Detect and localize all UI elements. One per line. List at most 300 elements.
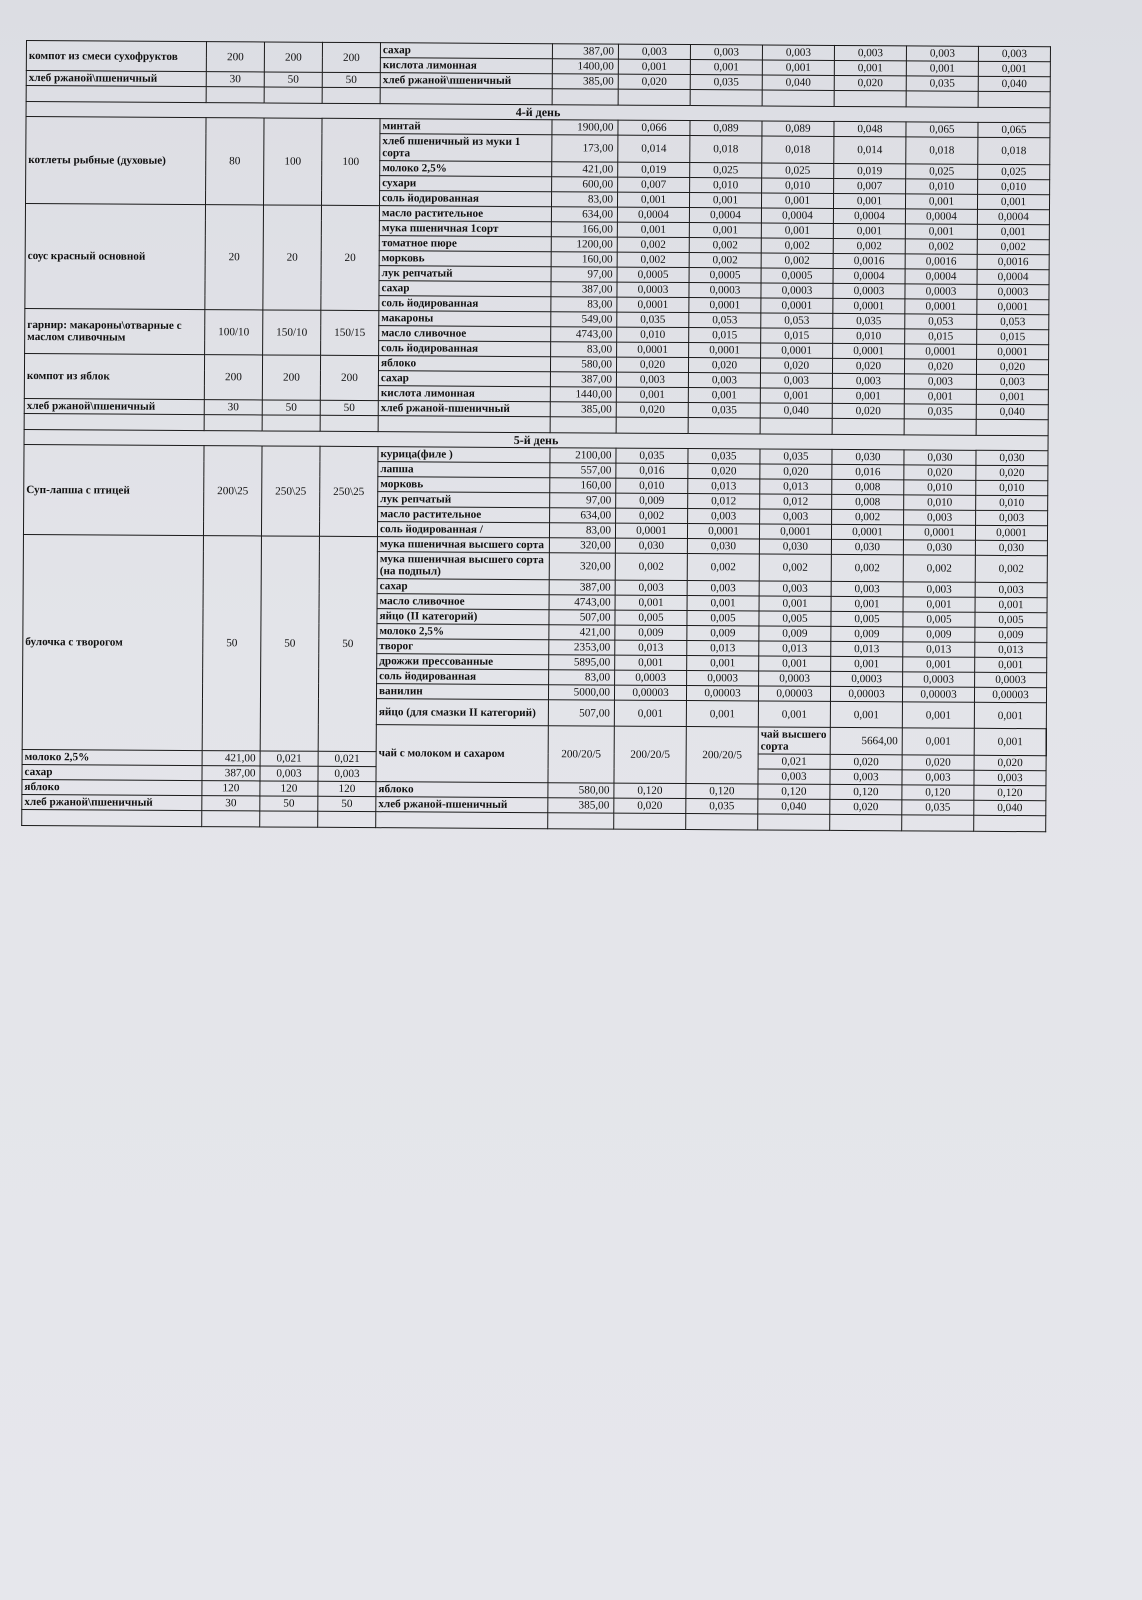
- quantity-cell: 0,021: [318, 751, 376, 766]
- quantity-cell: 0,018: [690, 136, 762, 163]
- portion-weight: 200/20/5: [614, 726, 686, 783]
- ingredient-price: 580,00: [550, 357, 616, 372]
- portion-weight: 200: [264, 42, 322, 72]
- quantity-cell: 0,0004: [833, 268, 905, 283]
- quantity-cell: 0,0003: [903, 672, 975, 687]
- portion-weight: 20: [205, 205, 264, 310]
- empty-cell: [688, 418, 760, 434]
- quantity-cell: 0,007: [618, 177, 690, 192]
- quantity-cell: 0,003: [318, 766, 376, 781]
- quantity-cell: 0,001: [759, 596, 831, 611]
- ingredient-price: 634,00: [551, 207, 617, 222]
- portion-weight: 30: [204, 400, 262, 415]
- ingredient-price: 634,00: [550, 508, 616, 523]
- ingredients-table: [21, 40, 1051, 832]
- quantity-cell: 0,005: [687, 611, 759, 626]
- quantity-cell: 0,013: [687, 641, 759, 656]
- ingredient-name: яйцо (II категорий): [377, 609, 549, 625]
- quantity-cell: 0,0001: [761, 298, 833, 313]
- empty-cell: [616, 417, 688, 433]
- quantity-cell: 0,0004: [617, 207, 689, 222]
- quantity-cell: 0,001: [762, 60, 834, 75]
- quantity-cell: 0,001: [831, 596, 903, 611]
- quantity-cell: 0,001: [975, 657, 1047, 672]
- quantity-cell: 0,001: [834, 60, 906, 75]
- quantity-cell: 0,040: [760, 403, 832, 418]
- quantity-cell: 0,013: [688, 479, 760, 494]
- quantity-cell: 0,009: [975, 627, 1047, 642]
- quantity-cell: 0,001: [978, 61, 1050, 76]
- quantity-cell: 0,020: [616, 357, 688, 372]
- empty-cell: [376, 812, 548, 829]
- quantity-cell: 0,0003: [905, 284, 977, 299]
- quantity-cell: 0,003: [830, 769, 902, 784]
- ingredient-name: морковь: [378, 477, 550, 493]
- quantity-cell: 0,010: [906, 179, 978, 194]
- ingredient-price: 83,00: [551, 192, 617, 207]
- quantity-cell: 0,0003: [831, 671, 903, 686]
- ingredient-price: 387,00: [549, 580, 615, 595]
- quantity-cell: 0,001: [689, 223, 761, 238]
- dish-name: хлеб ржаной\пшеничный: [24, 398, 204, 414]
- ingredient-price: 387,00: [552, 44, 618, 59]
- quantity-cell: 0,0004: [761, 208, 833, 223]
- portion-weight: 30: [206, 72, 264, 87]
- quantity-cell: 0,035: [902, 800, 974, 815]
- quantity-cell: 0,013: [615, 640, 687, 655]
- ingredient-name: хлеб ржаной-пшеничный: [376, 797, 548, 813]
- quantity-cell: 0,0005: [689, 268, 761, 283]
- portion-weight: 250\25: [261, 446, 320, 536]
- empty-cell: [380, 88, 552, 105]
- empty-cell: [832, 418, 904, 434]
- ingredient-name: дрожжи прессованные: [377, 654, 549, 670]
- portion-weight: 50: [262, 400, 320, 415]
- quantity-cell: 0,003: [758, 769, 830, 784]
- ingredient-price: 421,00: [202, 751, 260, 766]
- quantity-cell: 0,001: [615, 655, 687, 670]
- ingredient-name: лук репчатый: [378, 492, 550, 508]
- quantity-cell: 0,035: [688, 449, 760, 464]
- quantity-cell: 0,003: [759, 581, 831, 596]
- ingredient-name: лапша: [378, 462, 550, 478]
- empty-cell: [550, 417, 616, 433]
- quantity-cell: 0,065: [906, 122, 978, 137]
- quantity-cell: 0,020: [834, 75, 906, 90]
- ingredient-price: 2100,00: [550, 448, 616, 463]
- quantity-cell: 0,066: [618, 120, 690, 135]
- quantity-cell: 0,021: [758, 754, 830, 769]
- quantity-cell: 0,018: [762, 136, 834, 163]
- quantity-cell: 0,0003: [617, 282, 689, 297]
- quantity-cell: 0,015: [761, 328, 833, 343]
- quantity-cell: 0,016: [832, 464, 904, 479]
- portion-weight: 200\25: [203, 446, 262, 536]
- empty-cell: [24, 413, 204, 430]
- quantity-cell: 0,009: [903, 627, 975, 642]
- ingredient-price: 160,00: [550, 478, 616, 493]
- quantity-cell: 0,002: [761, 238, 833, 253]
- ingredient-price: 4743,00: [549, 595, 615, 610]
- day-header: 4-й день: [26, 102, 1050, 123]
- quantity-cell: 0,048: [834, 121, 906, 136]
- portion-weight: 200: [206, 42, 264, 72]
- ingredient-name: масло сливочное: [377, 594, 549, 610]
- quantity-cell: 0,010: [617, 327, 689, 342]
- quantity-cell: 0,0003: [975, 672, 1047, 687]
- quantity-cell: 0,002: [617, 237, 689, 252]
- quantity-cell: 0,001: [903, 657, 975, 672]
- ingredient-price: 83,00: [549, 523, 615, 538]
- quantity-cell: 0,035: [686, 799, 758, 814]
- quantity-cell: 0,002: [832, 509, 904, 524]
- ingredient-name: масло растительное: [378, 507, 550, 523]
- quantity-cell: 0,0016: [977, 254, 1049, 269]
- quantity-cell: 0,035: [616, 448, 688, 463]
- quantity-cell: 0,0004: [833, 208, 905, 223]
- ingredient-name: сахар: [377, 579, 549, 595]
- empty-cell: [264, 87, 322, 103]
- ingredient-price: 507,00: [549, 610, 615, 625]
- quantity-cell: 0,030: [759, 539, 831, 554]
- day-header: 5-й день: [24, 429, 1048, 450]
- quantity-cell: 0,001: [759, 656, 831, 671]
- ingredient-name: томатное пюре: [379, 236, 551, 252]
- ingredient-name: молоко 2,5%: [380, 161, 552, 177]
- quantity-cell: 0,001: [618, 59, 690, 74]
- quantity-cell: 0,015: [977, 329, 1049, 344]
- portion-weight: 100: [321, 118, 380, 205]
- empty-cell: [906, 91, 978, 107]
- portion-weight: 200: [262, 355, 320, 400]
- quantity-cell: 0,003: [903, 582, 975, 597]
- quantity-cell: 0,001: [906, 61, 978, 76]
- portion-weight: 120: [318, 781, 376, 796]
- quantity-cell: 0,003: [978, 46, 1050, 61]
- quantity-cell: 0,001: [687, 596, 759, 611]
- quantity-cell: 0,053: [905, 314, 977, 329]
- ingredient-name: сахар: [380, 43, 552, 59]
- ingredient-price: 1900,00: [552, 120, 618, 135]
- quantity-cell: 0,030: [975, 540, 1047, 555]
- quantity-cell: 0,0004: [977, 209, 1049, 224]
- quantity-cell: 0,010: [978, 179, 1050, 194]
- empty-cell: [320, 415, 378, 431]
- quantity-cell: 0,0016: [905, 254, 977, 269]
- quantity-cell: 0,010: [976, 480, 1048, 495]
- quantity-cell: 0,018: [978, 137, 1050, 164]
- dish-name: компот из яблок: [24, 353, 204, 399]
- quantity-cell: 0,020: [688, 358, 760, 373]
- quantity-cell: 0,0001: [977, 299, 1049, 314]
- empty-cell: [548, 813, 614, 829]
- quantity-cell: 0,001: [833, 223, 905, 238]
- quantity-cell: 0,003: [762, 45, 834, 60]
- ingredient-price: 385,00: [552, 74, 618, 89]
- quantity-cell: 0,0001: [759, 524, 831, 539]
- quantity-cell: 0,020: [616, 402, 688, 417]
- empty-cell: [834, 90, 906, 106]
- ingredient-name: яблоко: [376, 782, 548, 798]
- quantity-cell: 0,120: [902, 785, 974, 800]
- quantity-cell: 0,089: [690, 121, 762, 136]
- quantity-cell: 0,003: [904, 374, 976, 389]
- empty-cell: [830, 814, 902, 830]
- quantity-cell: 0,005: [759, 611, 831, 626]
- portion-weight: 20: [263, 205, 322, 310]
- quantity-cell: 0,040: [758, 799, 830, 814]
- quantity-cell: 0,001: [902, 702, 974, 728]
- quantity-cell: 0,0003: [615, 670, 687, 685]
- ingredient-name: хлеб ржаной\пшеничный: [380, 73, 552, 89]
- ingredient-price: 97,00: [551, 267, 617, 282]
- portion-weight: 50: [202, 536, 261, 751]
- quantity-cell: 0,0005: [761, 268, 833, 283]
- ingredient-name: макароны: [379, 311, 551, 327]
- ingredient-name: соль йодированная /: [377, 522, 549, 538]
- quantity-cell: 0,014: [834, 136, 906, 163]
- ingredient-price: 166,00: [551, 222, 617, 237]
- quantity-cell: 0,020: [688, 464, 760, 479]
- quantity-cell: 0,001: [831, 656, 903, 671]
- quantity-cell: 0,003: [688, 373, 760, 388]
- empty-cell: [26, 86, 206, 103]
- quantity-cell: 0,010: [904, 495, 976, 510]
- quantity-cell: 0,030: [831, 539, 903, 554]
- quantity-cell: 0,001: [832, 388, 904, 403]
- quantity-cell: 0,003: [975, 582, 1047, 597]
- quantity-cell: 0,0001: [977, 344, 1049, 359]
- portion-weight: 100: [263, 118, 322, 205]
- quantity-cell: 0,003: [831, 581, 903, 596]
- quantity-cell: 0,030: [832, 449, 904, 464]
- quantity-cell: 0,005: [903, 612, 975, 627]
- quantity-cell: 0,010: [690, 178, 762, 193]
- quantity-cell: 0,120: [830, 784, 902, 799]
- quantity-cell: 0,0004: [905, 209, 977, 224]
- quantity-cell: 0,025: [978, 164, 1050, 179]
- portion-weight: 120: [202, 781, 260, 796]
- quantity-cell: 0,001: [975, 597, 1047, 612]
- quantity-cell: 0,001: [904, 389, 976, 404]
- ingredient-price: 385,00: [548, 798, 614, 813]
- portion-weight: 200: [322, 42, 380, 72]
- quantity-cell: 0,020: [614, 798, 686, 813]
- quantity-cell: 0,0004: [905, 269, 977, 284]
- quantity-cell: 0,005: [975, 612, 1047, 627]
- quantity-cell: 0,014: [618, 135, 690, 162]
- portion-weight: 50: [264, 72, 322, 87]
- ingredient-price: 549,00: [551, 312, 617, 327]
- quantity-cell: 0,020: [618, 74, 690, 89]
- ingredient-price: 320,00: [549, 553, 615, 580]
- quantity-cell: 0,003: [688, 509, 760, 524]
- quantity-cell: 0,001: [905, 194, 977, 209]
- quantity-cell: 0,012: [760, 494, 832, 509]
- quantity-cell: 0,003: [687, 581, 759, 596]
- quantity-cell: 0,0001: [689, 298, 761, 313]
- ingredient-name: молоко 2,5%: [22, 749, 202, 765]
- portion-weight: 50: [322, 72, 380, 87]
- quantity-cell: 0,013: [760, 479, 832, 494]
- portion-weight: 150/10: [263, 310, 321, 355]
- quantity-cell: 0,001: [903, 597, 975, 612]
- quantity-cell: 0,009: [616, 493, 688, 508]
- quantity-cell: 0,002: [615, 553, 687, 580]
- ingredient-name: хлеб пшеничный из муки 1 сорта: [380, 134, 552, 162]
- quantity-cell: 0,010: [616, 478, 688, 493]
- empty-cell: [260, 811, 318, 827]
- quantity-cell: 0,001: [758, 701, 830, 727]
- ingredient-price: 173,00: [552, 135, 618, 162]
- empty-cell: [378, 416, 550, 433]
- quantity-cell: 0,120: [974, 785, 1046, 800]
- quantity-cell: 0,002: [903, 555, 975, 582]
- ingredient-price: 421,00: [552, 162, 618, 177]
- quantity-cell: 0,013: [903, 642, 975, 657]
- portion-weight: 100/10: [205, 310, 263, 355]
- quantity-cell: 0,003: [904, 510, 976, 525]
- ingredient-price: 83,00: [551, 342, 617, 357]
- quantity-cell: 0,001: [976, 389, 1048, 404]
- portion-weight: 200: [320, 355, 378, 400]
- quantity-cell: 0,002: [617, 252, 689, 267]
- quantity-cell: 0,013: [831, 641, 903, 656]
- quantity-cell: 0,002: [831, 554, 903, 581]
- dish-name: соус красный основной: [25, 204, 206, 310]
- quantity-cell: 0,013: [975, 642, 1047, 657]
- portion-weight: 50: [318, 536, 377, 751]
- portion-weight: 50: [318, 796, 376, 811]
- portion-weight: 200: [204, 355, 262, 400]
- empty-cell: [206, 87, 264, 103]
- empty-cell: [690, 90, 762, 106]
- quantity-cell: 0,030: [976, 450, 1048, 465]
- quantity-cell: 0,018: [906, 137, 978, 164]
- quantity-cell: 0,003: [618, 44, 690, 59]
- dish-name: чай с молоком и сахаром: [376, 725, 548, 783]
- dish-name: булочка с творогом: [22, 534, 203, 750]
- quantity-cell: 0,025: [906, 164, 978, 179]
- quantity-cell: 0,00003: [614, 685, 686, 700]
- ingredient-price: 160,00: [551, 252, 617, 267]
- ingredient-name: мука пшеничная 1сорт: [379, 221, 551, 237]
- quantity-cell: 0,001: [616, 387, 688, 402]
- quantity-cell: 0,001: [690, 60, 762, 75]
- ingredient-name: морковь: [379, 251, 551, 267]
- quantity-cell: 0,0016: [833, 253, 905, 268]
- quantity-cell: 0,0003: [833, 283, 905, 298]
- ingredient-price: 557,00: [550, 463, 616, 478]
- quantity-cell: 0,053: [761, 313, 833, 328]
- ingredient-price: 2353,00: [549, 640, 615, 655]
- empty-cell: [760, 418, 832, 434]
- ingredient-name: сахар: [22, 764, 202, 780]
- quantity-cell: 0,001: [617, 222, 689, 237]
- quantity-cell: 0,002: [975, 555, 1047, 582]
- portion-weight: 50: [320, 400, 378, 415]
- quantity-cell: 0,030: [615, 538, 687, 553]
- empty-cell: [762, 90, 834, 106]
- quantity-cell: 0,030: [904, 450, 976, 465]
- quantity-cell: 0,009: [759, 626, 831, 641]
- quantity-cell: 0,001: [689, 193, 761, 208]
- quantity-cell: 0,003: [976, 374, 1048, 389]
- quantity-cell: 0,035: [833, 313, 905, 328]
- quantity-cell: 0,020: [976, 359, 1048, 374]
- ingredient-name: молоко 2,5%: [377, 624, 549, 640]
- empty-cell: [686, 814, 758, 830]
- quantity-cell: 0,001: [902, 728, 974, 755]
- quantity-cell: 0,00003: [974, 687, 1046, 702]
- ingredient-name: лук репчатый: [379, 266, 551, 282]
- ingredient-name: соль йодированная: [379, 296, 551, 312]
- ingredient-name: сухари: [380, 176, 552, 192]
- quantity-cell: 0,021: [260, 751, 318, 766]
- empty-cell: [614, 813, 686, 829]
- quantity-cell: 0,001: [686, 701, 758, 727]
- quantity-cell: 0,0004: [689, 208, 761, 223]
- quantity-cell: 0,019: [834, 163, 906, 178]
- quantity-cell: 0,008: [832, 479, 904, 494]
- quantity-cell: 0,005: [831, 611, 903, 626]
- quantity-cell: 0,010: [904, 480, 976, 495]
- quantity-cell: 0,0003: [689, 283, 761, 298]
- dish-name: яблоко: [22, 779, 202, 795]
- portion-weight: 50: [260, 796, 318, 811]
- quantity-cell: 0,001: [687, 656, 759, 671]
- quantity-cell: 0,120: [686, 784, 758, 799]
- ingredient-name: сахар: [379, 281, 551, 297]
- ingredient-name: минтай: [380, 119, 552, 135]
- quantity-cell: 0,0003: [761, 283, 833, 298]
- quantity-cell: 0,020: [832, 358, 904, 373]
- quantity-cell: 0,035: [760, 449, 832, 464]
- quantity-cell: 0,0003: [977, 284, 1049, 299]
- ingredient-name: масло растительное: [379, 206, 551, 222]
- quantity-cell: 0,001: [761, 223, 833, 238]
- quantity-cell: 0,003: [906, 46, 978, 61]
- dish-name: котлеты рыбные (духовые): [26, 117, 207, 205]
- quantity-cell: 0,002: [905, 239, 977, 254]
- empty-cell: [902, 815, 974, 831]
- ingredient-price: 580,00: [548, 783, 614, 798]
- quantity-cell: 0,00003: [902, 687, 974, 702]
- quantity-cell: 0,003: [615, 580, 687, 595]
- ingredient-name: яйцо (для смазки II категорий): [376, 699, 548, 726]
- empty-cell: [22, 809, 202, 826]
- quantity-cell: 0,013: [759, 641, 831, 656]
- portion-weight: 150/15: [321, 310, 379, 355]
- ingredient-price: 1400,00: [552, 59, 618, 74]
- empty-cell: [204, 415, 262, 431]
- portion-weight: 30: [202, 796, 260, 811]
- quantity-cell: 0,001: [974, 702, 1046, 728]
- ingredient-price: 600,00: [552, 177, 618, 192]
- quantity-cell: 0,035: [690, 75, 762, 90]
- quantity-cell: 0,020: [976, 465, 1048, 480]
- empty-cell: [202, 811, 260, 827]
- ingredient-name: соль йодированная: [379, 341, 551, 357]
- ingredient-name: соль йодированная: [377, 669, 549, 685]
- quantity-cell: 0,003: [974, 770, 1046, 785]
- ingredient-price: 1440,00: [550, 387, 616, 402]
- quantity-cell: 0,001: [760, 388, 832, 403]
- quantity-cell: 0,019: [618, 162, 690, 177]
- dish-name: компот из смеси сухофруктов: [26, 41, 206, 72]
- quantity-cell: 0,020: [830, 754, 902, 769]
- quantity-cell: 0,008: [832, 494, 904, 509]
